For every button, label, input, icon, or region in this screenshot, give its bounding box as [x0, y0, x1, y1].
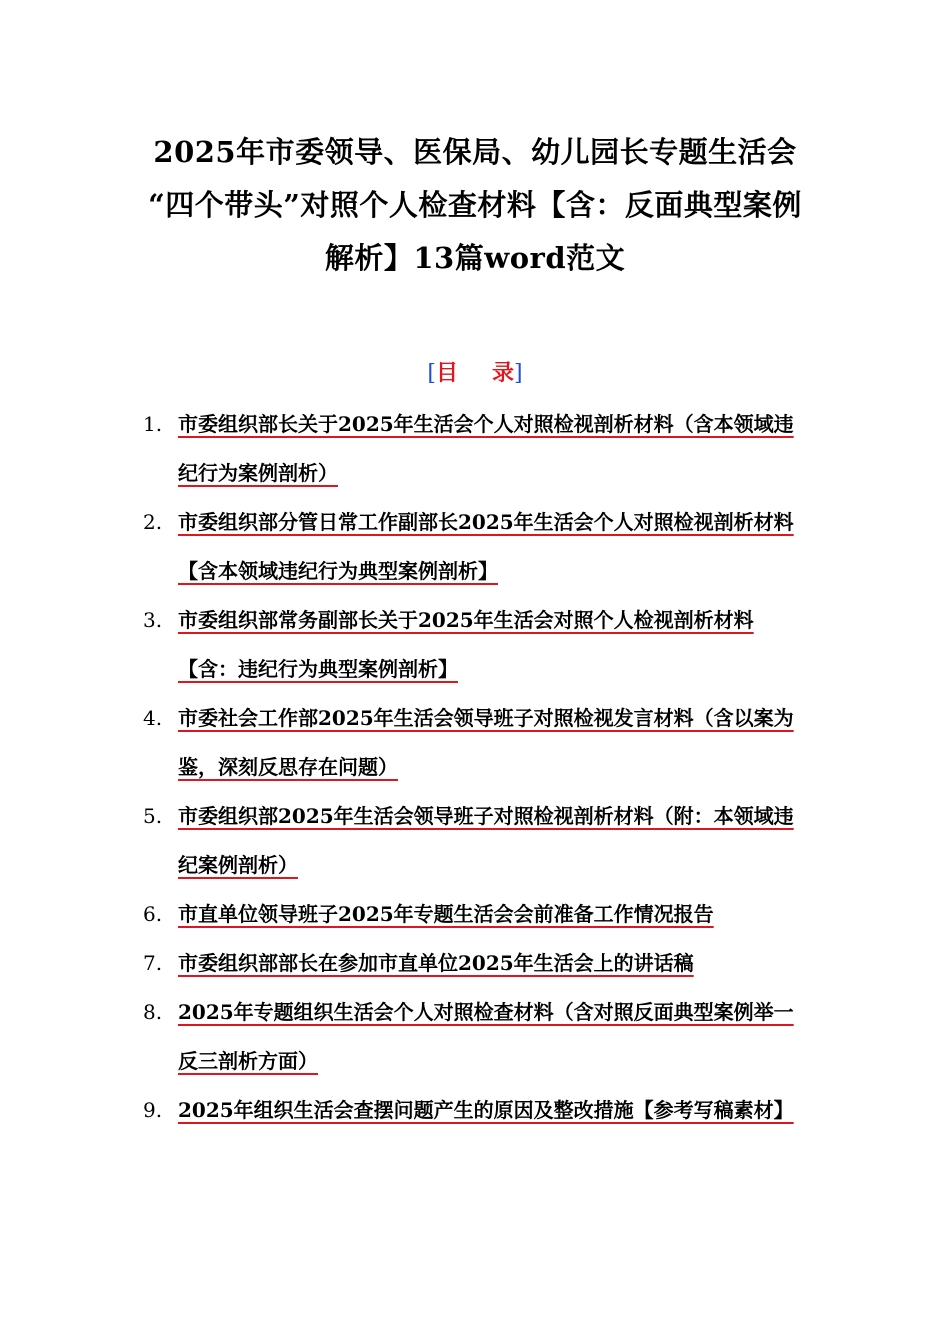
- toc-heading-close-bracket: ]: [514, 361, 523, 386]
- toc-item-2: [0, 498, 950, 596]
- toc-link-5[interactable]: 市委组织部2025年生活会领导班子对照检视剖析材料（附：本领域违纪案例剖析）: [178, 804, 794, 877]
- toc-item-number: 8.: [143, 1000, 163, 1024]
- toc-link-1[interactable]: 市委组织部长关于2025年生活会个人对照检视剖析材料（含本领域违纪行为案例剖析）: [178, 412, 794, 485]
- toc-item-9: [0, 1086, 950, 1135]
- toc-item-4: [0, 694, 950, 792]
- toc-item-number: 7.: [143, 951, 163, 975]
- title-line-3: 解析】13篇word范文: [324, 241, 626, 275]
- toc-link-2[interactable]: 市委组织部分管日常工作副部长2025年生活会个人对照检视剖析材料【含本领域违纪行为典型案例剖析】: [178, 510, 794, 583]
- toc-item-1: [0, 400, 950, 498]
- toc-link-3[interactable]: 市委组织部常务副部长关于2025年生活会对照个人检视剖析材料【含：违纪行为典型案例剖析】: [178, 608, 754, 681]
- table-of-contents: [0, 400, 950, 1135]
- title-line-1: 2025年市委领导、医保局、幼儿园长专题生活会: [153, 135, 797, 169]
- toc-heading-word-1: 目: [435, 360, 458, 386]
- toc-item-3: [0, 596, 950, 694]
- toc-heading-open-bracket: [: [427, 361, 436, 386]
- toc-item-number: 9.: [143, 1098, 163, 1122]
- toc-item-number: 6.: [143, 902, 163, 926]
- toc-heading-word-2: 录: [492, 360, 515, 386]
- toc-item-5: [0, 792, 950, 890]
- toc-link-8[interactable]: 2025年专题组织生活会个人对照检查材料（含对照反面典型案例举一反三剖析方面）: [178, 1000, 794, 1073]
- toc-link-7[interactable]: 市委组织部部长在参加市直单位2025年生活会上的讲话稿: [178, 951, 694, 975]
- toc-item-8: [0, 988, 950, 1086]
- toc-item-number: 1.: [143, 412, 163, 436]
- title-line-2: “四个带头”对照个人检查材料【含：反面典型案例: [148, 188, 802, 222]
- toc-item-number: 2.: [143, 510, 163, 534]
- document-title: [130, 126, 820, 285]
- toc-link-9[interactable]: 2025年组织生活会查摆问题产生的原因及整改措施【参考写稿素材】: [178, 1098, 794, 1122]
- toc-item-number: 5.: [143, 804, 163, 828]
- toc-heading: [0, 356, 950, 391]
- toc-item-number: 4.: [143, 706, 163, 730]
- toc-item-7: [0, 939, 950, 988]
- toc-link-6[interactable]: 市直单位领导班子2025年专题生活会会前准备工作情况报告: [178, 902, 714, 926]
- toc-item-6: [0, 890, 950, 939]
- toc-item-number: 3.: [143, 608, 163, 632]
- toc-link-4[interactable]: 市委社会工作部2025年生活会领导班子对照检视发言材料（含以案为鉴，深刻反思存在问题）: [178, 706, 794, 779]
